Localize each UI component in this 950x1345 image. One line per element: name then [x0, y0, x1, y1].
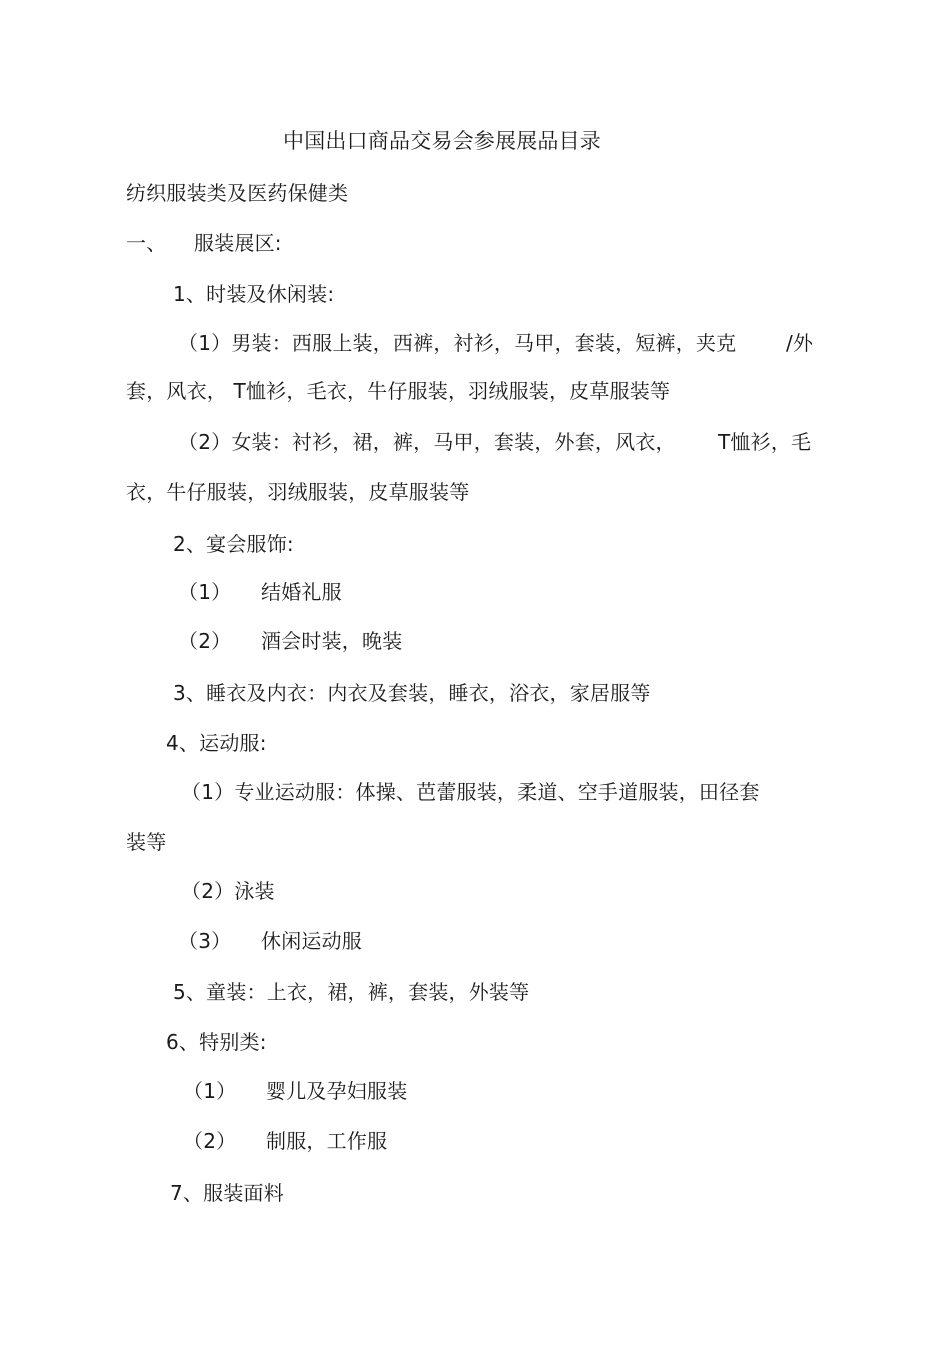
item-4-sub-3-marker: （3） [178, 929, 232, 953]
item-6-sub-2-text: 制服，工作服 [266, 1129, 388, 1153]
item-1-sub-2-line1-tail: T恤衫，毛 [718, 430, 812, 454]
item-5-heading: 5、童装：上衣，裙，裤，套装，外装等 [173, 980, 530, 1004]
item-2-sub-1-marker: （1） [178, 580, 232, 604]
item-2-sub-2-marker: （2） [178, 629, 232, 653]
category-heading: 纺织服装类及医药保健类 [126, 181, 349, 205]
item-6-sub-1-marker: （1） [183, 1079, 237, 1103]
item-2-sub-1-text: 结婚礼服 [261, 580, 342, 604]
item-2-heading: 2、宴会服饰: [173, 532, 294, 556]
section-heading: 服装展区: [194, 231, 282, 255]
item-3-heading: 3、睡衣及内衣：内衣及套装，睡衣，浴衣，家居服等 [173, 681, 651, 705]
document-title: 中国出口商品交易会参展展品目录 [283, 129, 601, 153]
item-4-sub-1-line1: （1）专业运动服：体操、芭蕾服装，柔道、空手道服装，田径套 [181, 780, 760, 804]
item-7-heading: 7、服装面料 [170, 1181, 284, 1205]
item-4-sub-2: （2）泳装 [181, 879, 275, 903]
item-6-heading: 6、特别类: [166, 1030, 267, 1054]
item-6-sub-1-text: 婴儿及孕妇服装 [266, 1079, 408, 1103]
item-4-heading: 4、运动服: [166, 731, 267, 755]
item-6-sub-2-marker: （2） [183, 1129, 237, 1153]
item-1-heading: 1、时装及休闲装: [173, 282, 335, 306]
item-2-sub-2-text: 酒会时装，晚装 [261, 629, 403, 653]
item-1-sub-2-line1: （2）女装：衬衫，裙，裤，马甲，套装，外套，风衣， [178, 430, 676, 454]
item-1-sub-1-line1: （1）男装：西服上装，西裤，衬衫，马甲，套装，短裤，夹克 [178, 331, 737, 355]
item-4-sub-3-text: 休闲运动服 [261, 929, 362, 953]
section-marker: 一、 [126, 231, 167, 255]
item-1-sub-2-line2: 衣，牛仔服装，羽绒服装，皮草服装等 [126, 480, 470, 504]
item-1-sub-1-line1-tail: /外 [786, 331, 814, 355]
item-4-sub-1-line2: 装等 [126, 830, 167, 854]
item-1-sub-1-line2: 套，风衣， T恤衫，毛衣，牛仔服装，羽绒服装，皮草服装等 [126, 379, 671, 403]
